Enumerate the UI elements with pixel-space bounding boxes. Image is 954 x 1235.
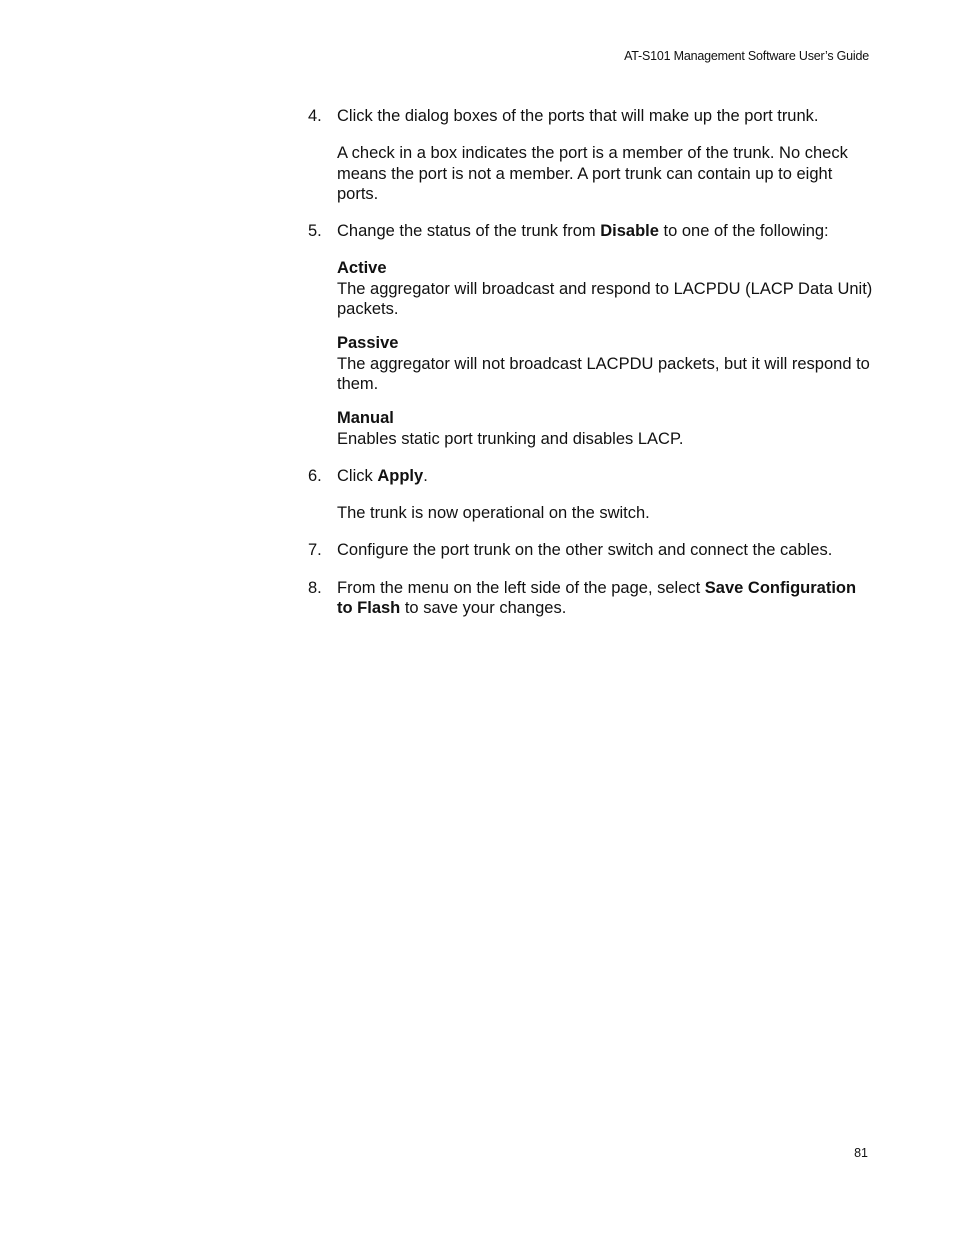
step-number: 4. xyxy=(308,107,322,125)
option-passive xyxy=(308,333,874,394)
option-title: Manual xyxy=(337,409,394,428)
disable-label: Disable xyxy=(600,222,659,241)
option-description: Enables static port trunking and disables LACP. xyxy=(337,429,684,448)
page-number: 81 xyxy=(854,1146,868,1160)
step-text-part: Change the status of the trunk from xyxy=(337,222,601,241)
step-text xyxy=(337,467,428,485)
step-5 xyxy=(308,221,874,241)
document-body xyxy=(308,106,874,635)
step-6 xyxy=(308,466,874,486)
running-header: AT-S101 Management Software User’s Guide xyxy=(624,49,869,63)
step-text-part: to save your changes. xyxy=(400,599,567,618)
step-text xyxy=(337,222,829,240)
step-text-part: From the menu on the left side of the page, select xyxy=(337,578,705,597)
step-4-note: A check in a box indicates the port is a member of the trunk. No check means the port is not a member. A port trunk can contain up to eight ports. xyxy=(337,144,848,203)
step-6-note: The trunk is now operational on the switch. xyxy=(337,504,650,523)
option-title: Active xyxy=(337,259,387,278)
step-8 xyxy=(308,578,874,619)
option-description: The aggregator will broadcast and respond to LACPDU (LACP Data Unit) packets. xyxy=(337,279,873,319)
step-text-part: to one of the following: xyxy=(658,222,829,241)
option-manual xyxy=(308,408,874,449)
apply-label: Apply xyxy=(377,466,424,485)
step-text-part: Click xyxy=(337,466,378,485)
step-number: 5. xyxy=(308,222,322,241)
step-number: 6. xyxy=(308,466,322,485)
save-configuration-label: Save Configuration to Flash xyxy=(337,578,857,618)
step-text: Configure the port trunk on the other switch and connect the cables. xyxy=(337,541,833,560)
step-number: 8. xyxy=(308,578,322,597)
step-text xyxy=(337,579,856,617)
step-number: 7. xyxy=(308,541,322,560)
step-text-part: . xyxy=(423,466,428,485)
step-7 xyxy=(308,540,874,560)
step-4 xyxy=(308,106,874,126)
option-title: Passive xyxy=(337,334,399,353)
option-description: The aggregator will not broadcast LACPDU packets, but it will respond to them. xyxy=(337,354,870,393)
step-text: Click the dialog boxes of the ports that will make up the port trunk. xyxy=(337,107,819,125)
option-active xyxy=(308,258,874,319)
